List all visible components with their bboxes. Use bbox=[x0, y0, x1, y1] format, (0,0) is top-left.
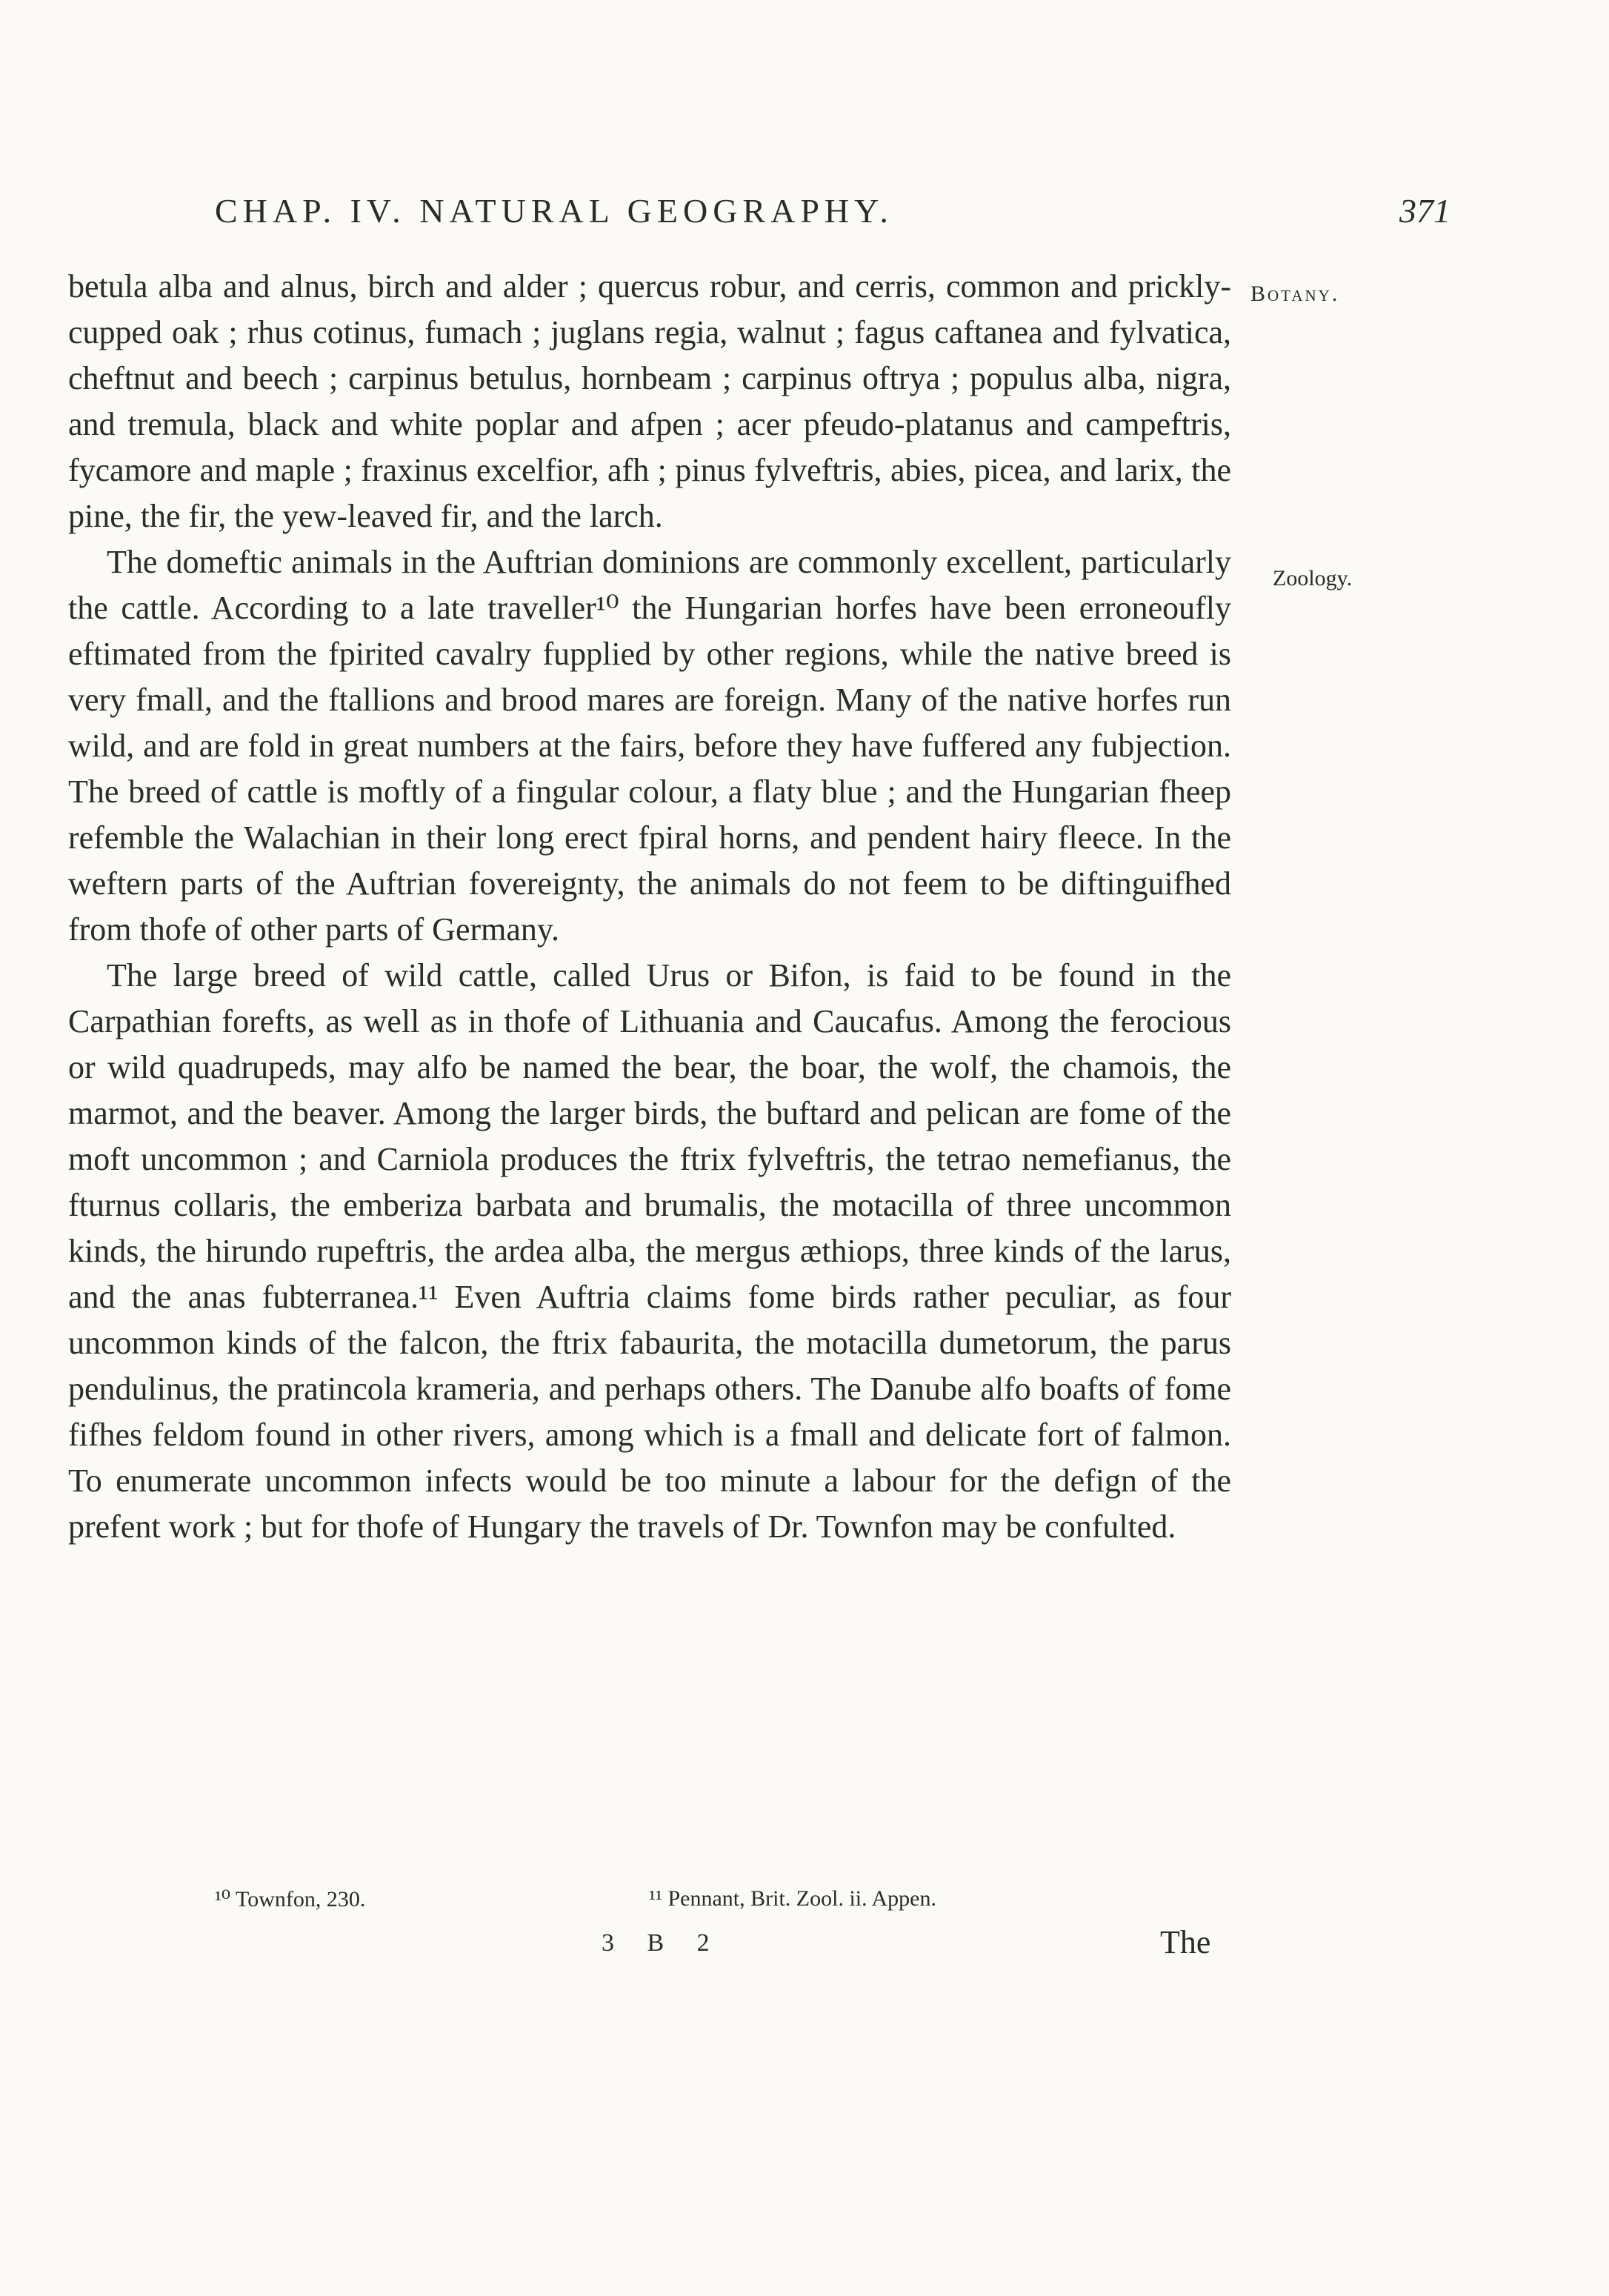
paragraph-domestic-animals: The domeftic animals in the Auftrian dominions are commonly excellent, particularly the cattle. According to a late traveller¹⁰ the Hungarian horfes have been erroneoufly eftimated from the fpirited cavalry fupplied by other regions, while the native breed is very fmall, and the ftallions and brood mares are foreign. Many of the native horfes run wild, and are fold in great numbers at the fairs, before they have fuffered any fubjection. The breed of cattle is moftly of a fingular colour, a flaty blue ; and the Hungarian fheep refemble the Walachian in their long erect fpiral horns, and pendent hairy fleece. In the weftern parts of the Auftrian fovereignty, the animals do not feem to be diftinguifhed from thofe of other parts of Germany. bbox=[68, 544, 1231, 948]
signature-mark: 3 B 2 bbox=[602, 1929, 723, 1957]
footnotes bbox=[215, 1886, 1178, 1923]
footnote-10: ¹⁰ Townfon, 230. bbox=[215, 1887, 366, 1911]
paragraph-wild-animals: The large breed of wild cattle, called Urus or Bifon, is faid to be found in the Carpathian forefts, as well as in thofe of Lithuania and Caucafus. Among the ferocious or wild quadrupeds, may alfo be named the bear, the boar, the wolf, the chamois, the marmot, and the beaver. Among the larger birds, the buftard and pelican are fome of the moft uncommon ; and Carniola produces the ftrix fylveftris, the tetrao nemefianus, the fturnus collaris, the emberiza barbata and brumalis, the motacilla of three uncommon kinds, the hirundo rupeftris, the ardea alba, the mergus æthiops, three kinds of the larus, and the anas fubterranea.¹¹ Even Auftria claims fome birds rather peculiar, as four uncommon kinds of the falcon, the ftrix fabaurita, the motacilla dumetorum, the parus pendulinus, the pratincola krameria, and perhaps others. The Danube alfo boafts of fome fifhes feldom found in other rivers, among which is a fmall and delicate fort of falmon. To enumerate uncommon infects would be too minute a labour for the defign of the prefent work ; but for thofe of Hungary the travels of Dr. Townfon may be confulted. bbox=[68, 957, 1231, 1545]
page-number: 371 bbox=[1399, 192, 1450, 230]
footnote-11: ¹¹ Pennant, Brit. Zool. ii. Appen. bbox=[649, 1886, 936, 1911]
running-head bbox=[215, 191, 1450, 236]
paragraph-botany-list: betula alba and alnus, birch and alder ; quercus robur, and cerris, common and prickly-cupped oak ; rhus cotinus, fumach ; juglans regia, walnut ; fagus caftanea and fylvatica, cheftnut and beech ; carpinus betulus, hornbeam ; carpinus oftrya ; populus alba, nigra, and tremula, black and white poplar and afpen ; acer pfeudo-platanus and campeftris, fycamore and maple ; fraxinus excelfior, afh ; pinus fylveftris, abies, picea, and larix, the pine, the fir, the yew-leaved fir, and the larch. bbox=[68, 268, 1231, 534]
margin-note-zoology: Zoology. bbox=[1273, 566, 1353, 590]
catchword: The bbox=[1160, 1924, 1211, 1960]
body-text bbox=[68, 264, 1231, 1550]
running-title: CHAP. IV. NATURAL GEOGRAPHY. bbox=[215, 192, 893, 230]
margin-note-botany: Botany. bbox=[1250, 282, 1340, 306]
